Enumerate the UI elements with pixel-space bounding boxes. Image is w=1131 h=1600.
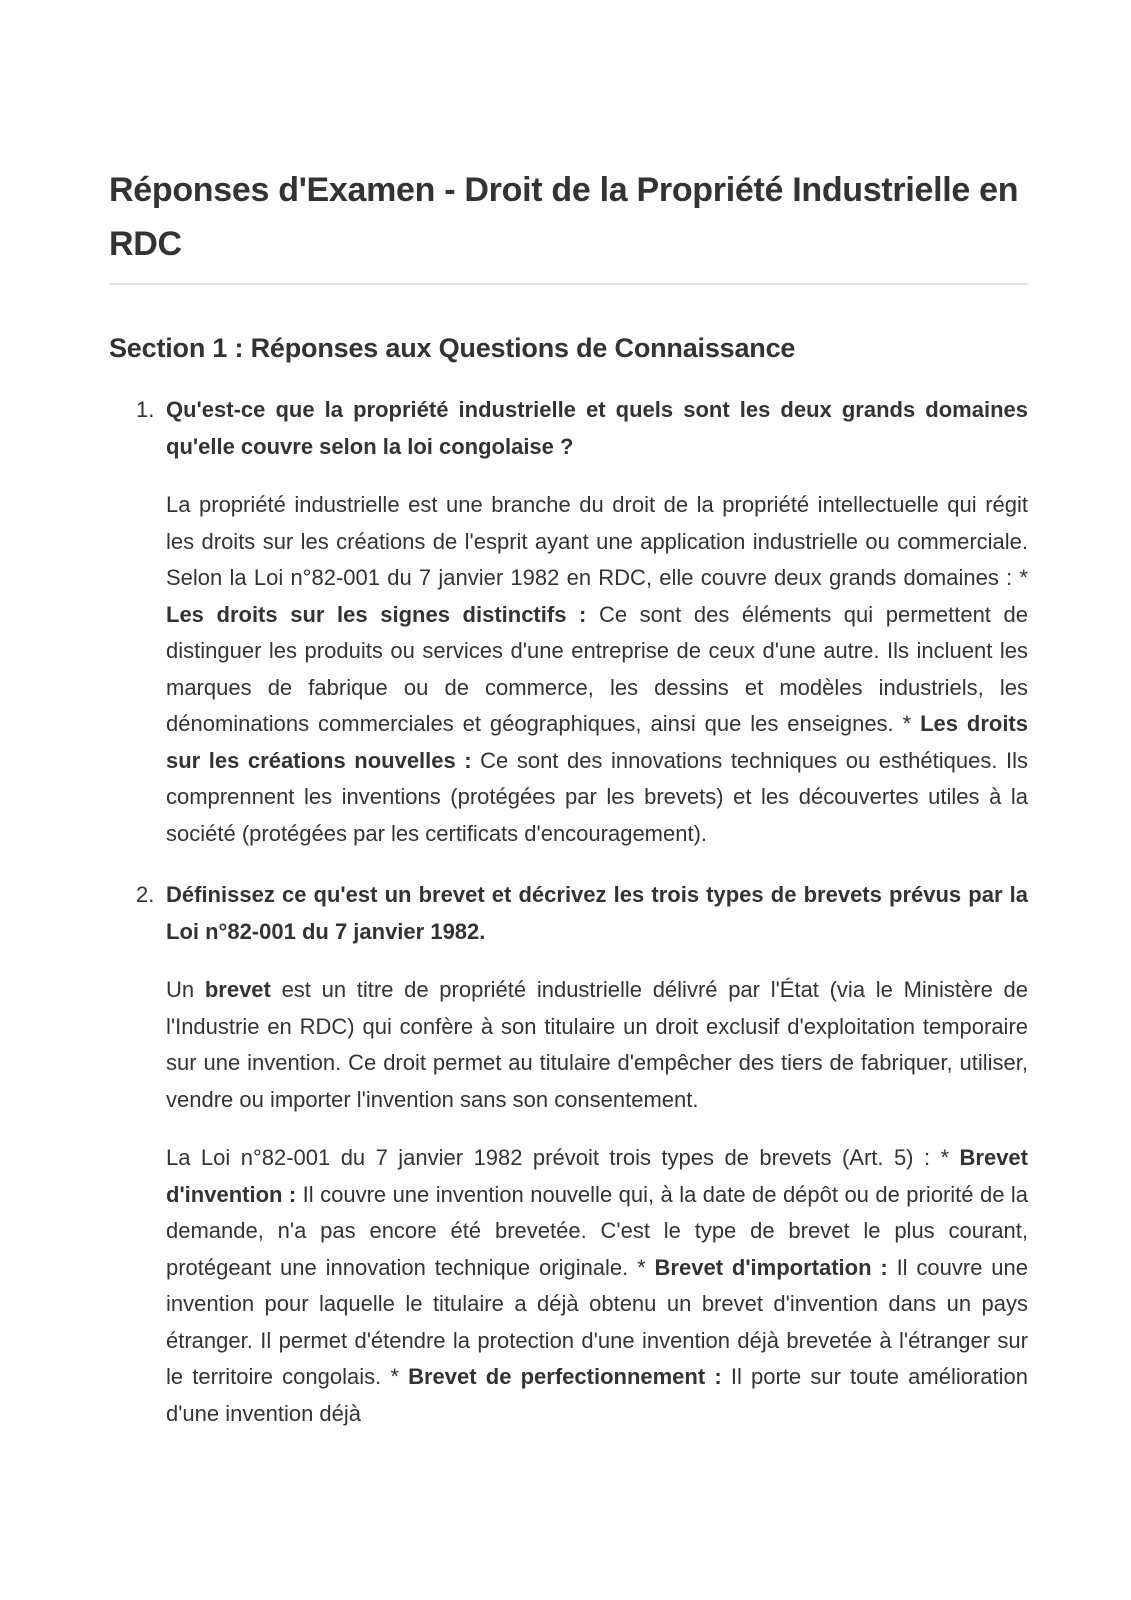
answer-term: Les droits sur les signes distinctifs :	[166, 601, 587, 627]
answer-text: La Loi n°82-001 du 7 janvier 1982 prévoit trois types de brevets (Art. 5) : *	[166, 1145, 960, 1170]
answer-text: La propriété industrielle est une branche du droit de la propriété intellectuelle qui régit les droits sur les créations de l'esprit ayant une application industrielle ou commerciale. Selon la Loi n°82-001 du 7 janvier 1982 en RDC, elle couvre deux grands domaines : *	[166, 492, 1028, 590]
answer-text: Il couvre une invention nouvelle qui, à la date de dépôt ou de priorité de la demande, n'a pas encore été brevetée. C'est le type de brevet le plus courant, protégeant une innovation technique originale. *	[166, 1181, 1028, 1280]
question-number: 2.	[136, 882, 155, 907]
answer-term: Les droits sur les créations nouvelles :	[166, 711, 1028, 773]
answer-paragraph	[166, 1140, 1028, 1432]
question-list	[109, 391, 1028, 1432]
question-item-2	[109, 876, 1028, 1432]
answer-text: est un titre de propriété industrielle délivré par l'État (via le Ministère de l'Industrie en RDC) qui confère à son titulaire un droit exclusif d'exploitation temporaire sur une invention. Ce droit permet au titulaire d'empêcher des tiers de fabriquer, utiliser, vendre ou importer l'invention sans son consentement.	[166, 977, 1028, 1112]
question-number: 1.	[136, 397, 155, 422]
section-title: Section 1 : Réponses aux Questions de Connaissance	[109, 333, 796, 363]
document-title: Réponses d'Examen - Droit de la Propriété Industrielle en RDC	[109, 171, 1019, 263]
answer-paragraph	[166, 972, 1028, 1118]
answer-text: Ce sont des éléments qui permettent de distinguer les produits ou services d'une entreprise de ceux d'une autre. Ils incluent les marques de fabrique ou de commerce, les dessins et modèles industriels, les dénominations commerciales et géographiques, ainsi que les enseignes. *	[166, 601, 1028, 736]
title-divider	[109, 283, 1028, 285]
question-item-1	[109, 391, 1028, 852]
question-text: Définissez ce qu'est un brevet et décrivez les trois types de brevets prévus par la Loi n°82-001 du 7 janvier 1982.	[166, 882, 1028, 944]
answer-term: brevet	[204, 977, 271, 1002]
answer-text: Ce sont des innovations techniques ou esthétiques. Ils comprennent les inventions (protégées par les brevets) et les découvertes utiles à la société (protégées par les certificats d'encouragement).	[166, 747, 1028, 846]
answer-term: Brevet de perfectionnement :	[408, 1364, 722, 1389]
answer-text: Il couvre une invention pour laquelle le titulaire a déjà obtenu un brevet d'invention dans un pays étranger. Il permet d'étendre la protection d'une invention déjà brevetée à l'étranger sur le territoire congolais. *	[166, 1254, 1028, 1389]
question-text: Qu'est-ce que la propriété industrielle et quels sont les deux grands domaines qu'elle couvre selon la loi congolaise ?	[166, 397, 1028, 459]
answer-term: Brevet d'invention :	[166, 1145, 1028, 1207]
answer-text: Il porte sur toute amélioration d'une invention déjà	[166, 1364, 1028, 1426]
answer-paragraph	[166, 487, 1028, 852]
answer-text: Un	[166, 977, 205, 1002]
answer-term: Brevet d'importation :	[654, 1254, 888, 1280]
